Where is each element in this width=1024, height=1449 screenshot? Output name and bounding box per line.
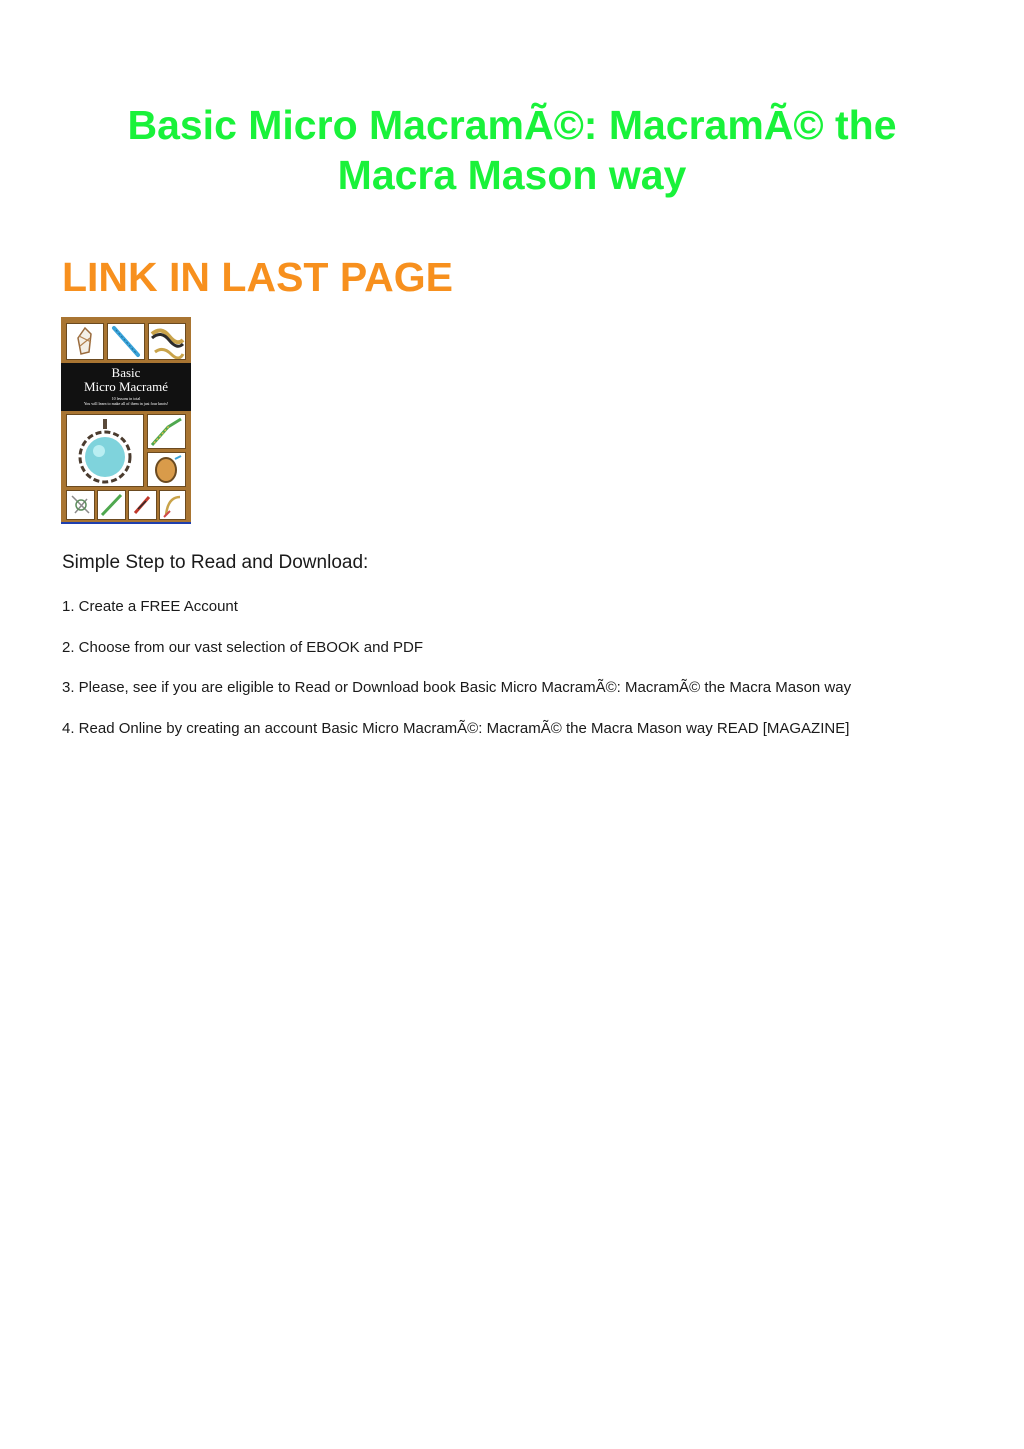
cover-tile-beaded-necklace <box>147 414 186 449</box>
cover-title-line-2: Micro Macramé <box>83 379 169 394</box>
cover-tile-bottom-1 <box>66 490 95 520</box>
cover-tile-spiral-cord <box>148 323 186 360</box>
cover-title-line-1: Basic <box>111 365 141 380</box>
step-item-3: 3. Please, see if you are eligible to Read or Download book Basic Micro MacramÃ©: MacramÃ© the Macra Mason way <box>62 679 852 696</box>
cover-tile-wrapped-stone <box>66 323 104 360</box>
page-title-line-1: Basic Micro MacramÃ©: MacramÃ© the <box>127 102 897 148</box>
instructions-heading: Simple Step to Read and Download: <box>62 552 369 573</box>
page-title <box>0 100 1024 200</box>
cover-tile-bottom-2 <box>97 490 126 520</box>
cover-subtitle-line-1: 10 lessons in total <box>111 396 141 401</box>
cover-tile-bottom-4 <box>159 490 186 520</box>
book-cover-image[interactable] <box>61 317 191 524</box>
instructions-steps <box>62 597 1002 759</box>
step-item-2: 2. Choose from our vast selection of EBOOK and PDF <box>62 638 423 656</box>
page-title-line-2: Macra Mason way <box>337 152 687 198</box>
cover-subtitle-line-2: You will learn to make all of them in just four knots! <box>83 401 169 406</box>
cover-title-band <box>61 363 191 411</box>
step-item-4: 4. Read Online by creating an account Basic Micro MacramÃ©: MacramÃ© the Macra Mason way READ [MAGAZINE] <box>62 719 850 737</box>
link-heading: LINK IN LAST PAGE <box>62 254 454 300</box>
cover-tile-blue-cord <box>107 323 145 360</box>
cover-tile-bottom-3 <box>128 490 157 520</box>
cover-tile-turquoise-pendant <box>66 414 144 487</box>
cover-tile-stone-frame <box>147 452 186 487</box>
step-item-1: 1. Create a FREE Account <box>62 598 238 615</box>
